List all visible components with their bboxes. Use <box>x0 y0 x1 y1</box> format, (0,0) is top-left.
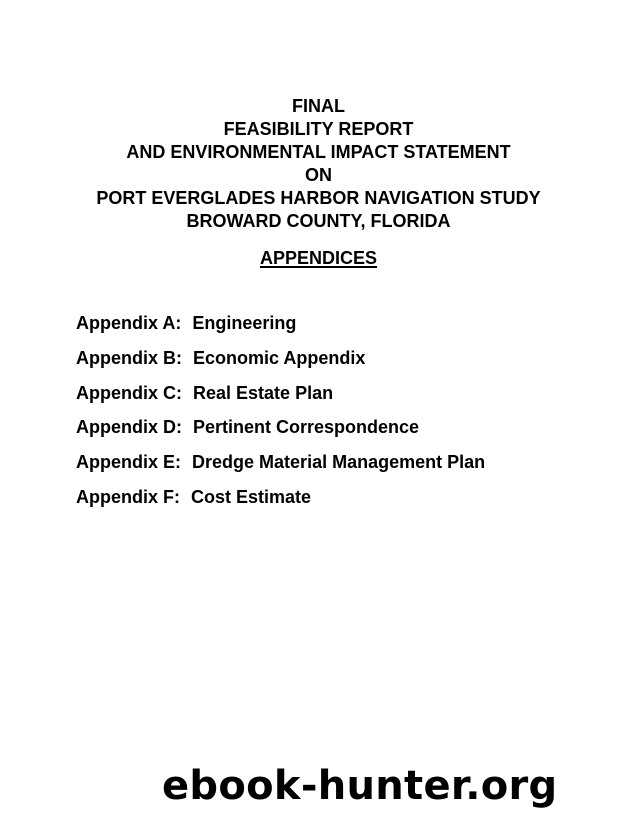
watermark: ebook-hunter.org <box>162 763 558 809</box>
appendix-title: Engineering <box>192 313 297 333</box>
appendix-item-d <box>76 416 485 451</box>
appendix-label: Appendix B: <box>76 347 182 368</box>
appendix-item-e <box>76 451 485 486</box>
appendix-title: Cost Estimate <box>191 486 312 507</box>
appendix-title: Dredge Material Management Plan <box>192 452 486 473</box>
document-title <box>0 95 637 233</box>
appendix-title: Economic Appendix <box>193 347 366 368</box>
title-line-on: ON <box>305 165 332 185</box>
appendix-label: Appendix C: <box>76 382 182 403</box>
title-line-location: BROWARD COUNTY, FLORIDA <box>186 211 451 231</box>
appendix-item-c <box>76 382 485 417</box>
title-line-feasibility-report: FEASIBILITY REPORT <box>223 119 414 139</box>
appendix-label: Appendix F: <box>76 486 180 507</box>
appendix-item-f <box>76 486 485 521</box>
title-line-study-name: PORT EVERGLADES HARBOR NAVIGATION STUDY <box>96 188 541 208</box>
appendices-heading <box>0 247 637 269</box>
appendix-title: Real Estate Plan <box>193 382 334 403</box>
appendices-heading-text: APPENDICES <box>259 248 378 268</box>
title-line-final: FINAL <box>292 96 345 116</box>
appendix-list <box>76 312 485 521</box>
appendix-item-a <box>76 312 485 347</box>
appendix-label: Appendix E: <box>76 452 182 473</box>
title-line-environmental-impact: AND ENVIRONMENTAL IMPACT STATEMENT <box>126 142 511 162</box>
appendix-item-b <box>76 347 485 382</box>
appendix-label: Appendix D: <box>76 417 182 438</box>
appendix-title: Pertinent Correspondence <box>193 417 420 438</box>
appendix-label: Appendix A: <box>76 313 182 333</box>
